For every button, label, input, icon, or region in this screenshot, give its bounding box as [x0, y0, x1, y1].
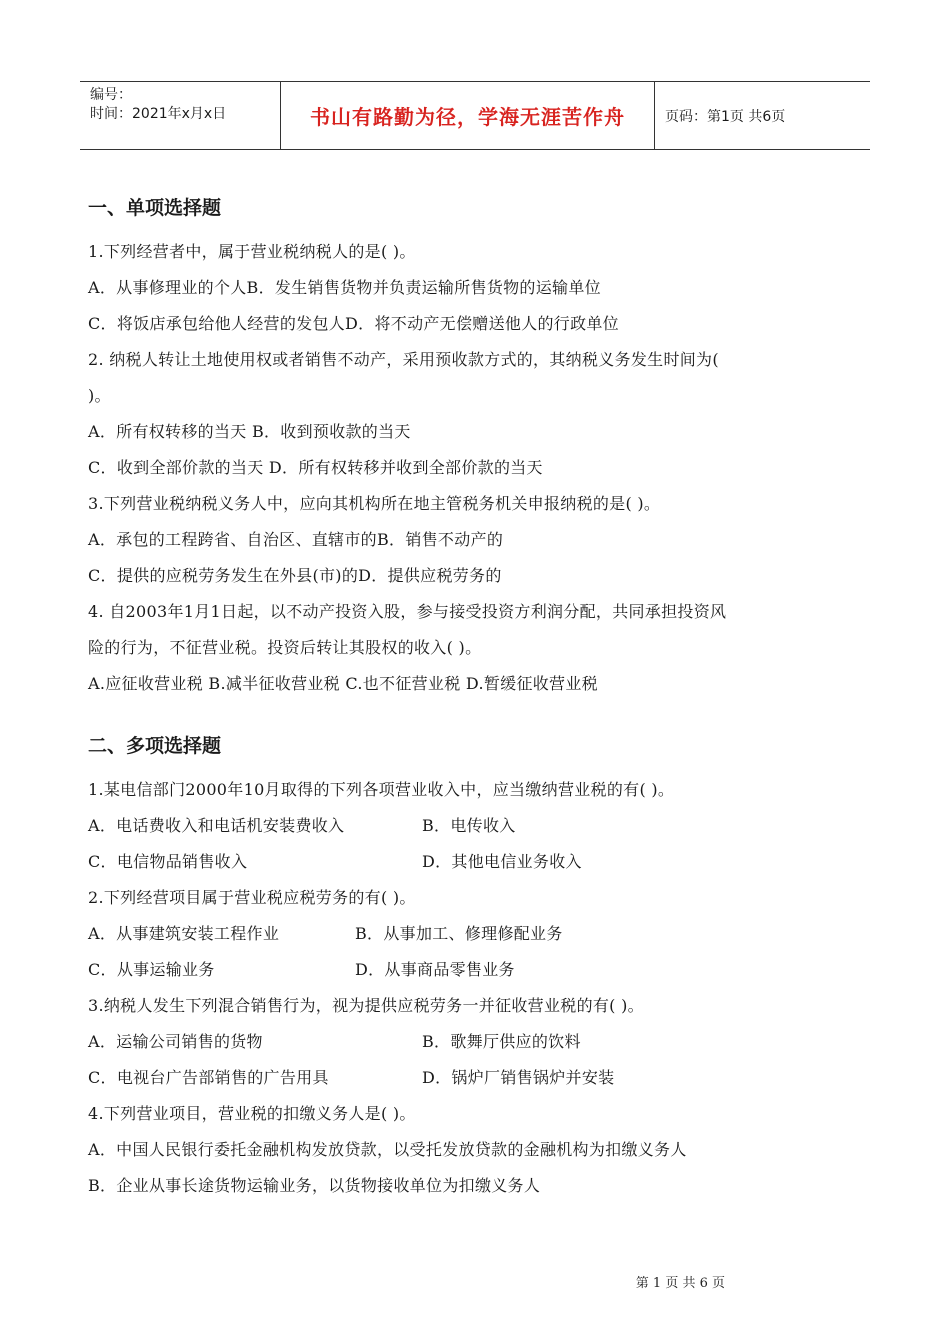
- section-title-multi: 二、多项选择题: [88, 735, 222, 757]
- option-d: D．其他电信业务收入: [422, 852, 582, 871]
- option-c: C．电信物品销售收入: [88, 852, 248, 871]
- question-line: 1.某电信部门2000年10月取得的下列各项营业收入中，应当缴纳营业税的有( )。: [88, 780, 675, 799]
- question-line: )。: [88, 386, 111, 405]
- option-c: C．从事运输业务: [88, 960, 215, 979]
- question-line: 2. 纳税人转让土地使用权或者销售不动产，采用预收款方式的，其纳税义务发生时间为(: [88, 350, 719, 369]
- option-a: A．电话费收入和电话机安装费收入: [88, 816, 345, 835]
- option-row: [88, 916, 878, 952]
- option-row: [88, 1060, 878, 1096]
- option-a: A．从事建筑安装工程作业: [88, 924, 280, 943]
- option-row: [88, 844, 878, 880]
- option-row: [88, 952, 878, 988]
- option-d: D．锅炉厂销售锅炉并安装: [422, 1068, 615, 1087]
- number-label: 编号：: [90, 87, 132, 103]
- option-b: B．从事加工、修理修配业务: [355, 924, 563, 943]
- option-a: A．运输公司销售的货物: [88, 1032, 263, 1051]
- option-b: B．歌舞厅供应的饮料: [422, 1032, 581, 1051]
- time-label: 时间：2021年x月x日: [90, 106, 227, 122]
- question-line: 险的行为，不征营业税。投资后转让其股权的收入( )。: [88, 638, 482, 657]
- page-info: 页码：第1页 共6页: [665, 108, 786, 125]
- question-line: 3.下列营业税纳税义务人中，应向其机构所在地主管税务机关申报纳税的是( )。: [88, 494, 661, 513]
- option-line: A．承包的工程跨省、自治区、直辖市的B．销售不动产的: [88, 530, 504, 549]
- option-line: C．提供的应税劳务发生在外县(市)的D．提供应税劳务的: [88, 566, 502, 585]
- header-info-cell: [80, 82, 281, 149]
- option-line: A．中国人民银行委托金融机构发放贷款，以受托发放贷款的金融机构为扣缴义务人: [88, 1140, 687, 1159]
- question-line: 4. 自2003年1月1日起，以不动产投资入股，参与接受投资方利润分配，共同承担投资风: [88, 602, 727, 621]
- motto: 书山有路勤为径，学海无涯苦作舟: [281, 82, 655, 149]
- option-line: A．所有权转移的当天 B．收到预收款的当天: [88, 422, 411, 441]
- question-line: 3.纳税人发生下列混合销售行为，视为提供应税劳务一并征收营业税的有( )。: [88, 996, 644, 1015]
- page-header: [80, 81, 870, 150]
- option-line: C．将饭店承包给他人经营的发包人D．将不动产无偿赠送他人的行政单位: [88, 314, 619, 333]
- document-body: [88, 188, 878, 1204]
- option-b: B．电传收入: [422, 816, 516, 835]
- question-line: 4.下列营业项目，营业税的扣缴义务人是( )。: [88, 1104, 416, 1123]
- option-row: [88, 808, 878, 844]
- option-row: [88, 1024, 878, 1060]
- option-c: C．电视台广告部销售的广告用具: [88, 1068, 329, 1087]
- option-d: D．从事商品零售业务: [355, 960, 515, 979]
- question-line: 2.下列经营项目属于营业税应税劳务的有( )。: [88, 888, 416, 907]
- question-line: 1.下列经营者中，属于营业税纳税人的是( )。: [88, 242, 416, 261]
- option-line: A.应征收营业税 B.减半征收营业税 C.也不征营业税 D.暂缓征收营业税: [88, 674, 598, 693]
- option-line: A．从事修理业的个人B．发生销售货物并负责运输所售货物的运输单位: [88, 278, 601, 297]
- option-line: B．企业从事长途货物运输业务，以货物接收单位为扣缴义务人: [88, 1176, 541, 1195]
- option-line: C．收到全部价款的当天 D．所有权转移并收到全部价款的当天: [88, 458, 543, 477]
- page-footer: 第 1 页 共 6 页: [635, 1276, 725, 1291]
- section-title-single: 一、单项选择题: [88, 197, 222, 219]
